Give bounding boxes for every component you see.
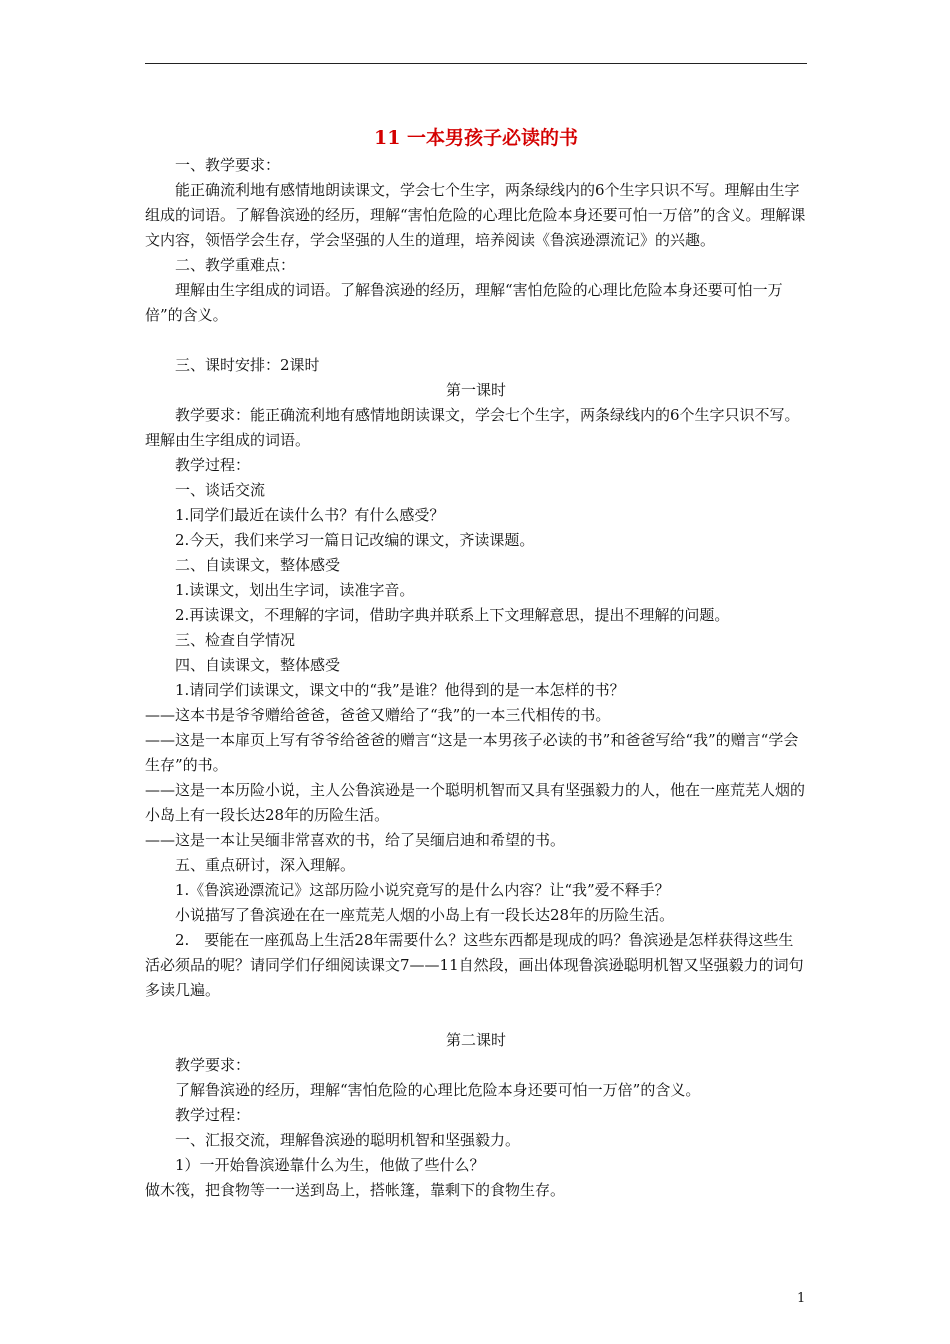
blank-line [145, 1003, 807, 1028]
answer-line: ——这本书是爷爷赠给爸爸，爸爸又赠给了“我”的一本三代相传的书。 [145, 706, 611, 724]
paragraph: 理解由生字组成的词语。了解鲁滨逊的经历，理解“害怕危险的心理比危险本身还要可怕一万倍”的含义。 [145, 281, 783, 324]
list-item: 1.《鲁滨逊漂流记》这部历险小说究竟写的是什么内容？让“我”爱不释手？ [175, 881, 670, 899]
list-item: 2. 要能在一座孤岛上生活28年需要什么？这些东西都是现成的吗？鲁滨逊是怎样获得这些生活必须品的呢？请同学们仔细阅读课文7——11自然段，画出体现鲁滨逊聪明机智又坚强毅力的词句多读几遍。 [145, 931, 804, 999]
answer-line: ——这是一本扉页上写有爷爷给爸爸的赠言“这是一本男孩子必读的书”和爸爸写给“我”的赠言“学会生存”的书。 [145, 731, 799, 774]
paragraph: 教学要求：能正确流利地有感情地朗读课文，学会七个生字，两条绿线内的6个生字只识不写。理解由生字组成的词语。 [145, 406, 800, 449]
lesson-period-heading: 第二课时 [445, 1031, 506, 1049]
lesson-period-heading: 第一课时 [445, 381, 506, 399]
list-item: 1.请同学们读课文，课文中的“我”是谁？他得到的是一本怎样的书？ [175, 681, 625, 699]
document-body [145, 123, 807, 1203]
answer-line: ——这是一本让吴缅非常喜欢的书，给了吴缅启迪和希望的书。 [145, 831, 566, 849]
section-heading: 三、检查自学情况 [175, 631, 296, 649]
section-heading: 五、重点研讨，深入理解。 [175, 856, 356, 874]
paragraph: 小说描写了鲁滨逊在在一座荒芜人烟的小岛上有一段长达28年的历险生活。 [175, 906, 675, 924]
section-heading: 三、课时安排：2课时 [175, 356, 320, 374]
section-heading: 一、教学要求： [175, 156, 281, 174]
lesson-title: 11 一本男孩子必读的书 [373, 127, 579, 149]
page-number: 1 [797, 1291, 806, 1306]
section-heading: 二、自读课文，整体感受 [175, 556, 341, 574]
section-heading: 一、汇报交流，理解鲁滨逊的聪明机智和坚强毅力。 [175, 1131, 521, 1149]
header-rule [145, 63, 807, 64]
answer-line: 做木筏，把食物等一一送到岛上，搭帐篷，靠剩下的食物生存。 [145, 1181, 566, 1199]
list-item: 2.再读课文，不理解的字词，借助字典并联系上下文理解意思，提出不理解的问题。 [175, 606, 730, 624]
paragraph: 了解鲁滨逊的经历，理解“害怕危险的心理比危险本身还要可怕一万倍”的含义。 [175, 1081, 701, 1099]
list-item: 2.今天，我们来学习一篇日记改编的课文，齐读课题。 [175, 531, 535, 549]
blank-line [145, 328, 807, 353]
paragraph: 能正确流利地有感情地朗读课文，学会七个生字，两条绿线内的6个生字只识不写。理解由生字组成的词语。了解鲁滨逊的经历，理解“害怕危险的心理比危险本身还要可怕一万倍”的含义。理解课文内容，领悟学会生存，学会坚强的人生的道理，培养阅读《鲁滨逊漂流记》的兴趣。 [145, 181, 806, 249]
list-item: 1）一开始鲁滨逊靠什么为生，他做了些什么？ [175, 1156, 485, 1174]
section-heading: 一、谈话交流 [175, 481, 266, 499]
section-heading: 四、自读课文，整体感受 [175, 656, 341, 674]
list-item: 1.同学们最近在读什么书？有什么感受？ [175, 506, 445, 524]
section-heading: 教学过程： [175, 456, 251, 474]
list-item: 1.读课文，划出生字词，读准字音。 [175, 581, 415, 599]
section-heading: 教学过程： [175, 1106, 251, 1124]
section-heading: 二、教学重难点： [175, 256, 296, 274]
section-heading: 教学要求： [175, 1056, 251, 1074]
answer-line: ——这是一本历险小说，主人公鲁滨逊是一个聪明机智而又具有坚强毅力的人，他在一座荒芜人烟的小岛上有一段长达28年的历险生活。 [145, 781, 806, 824]
